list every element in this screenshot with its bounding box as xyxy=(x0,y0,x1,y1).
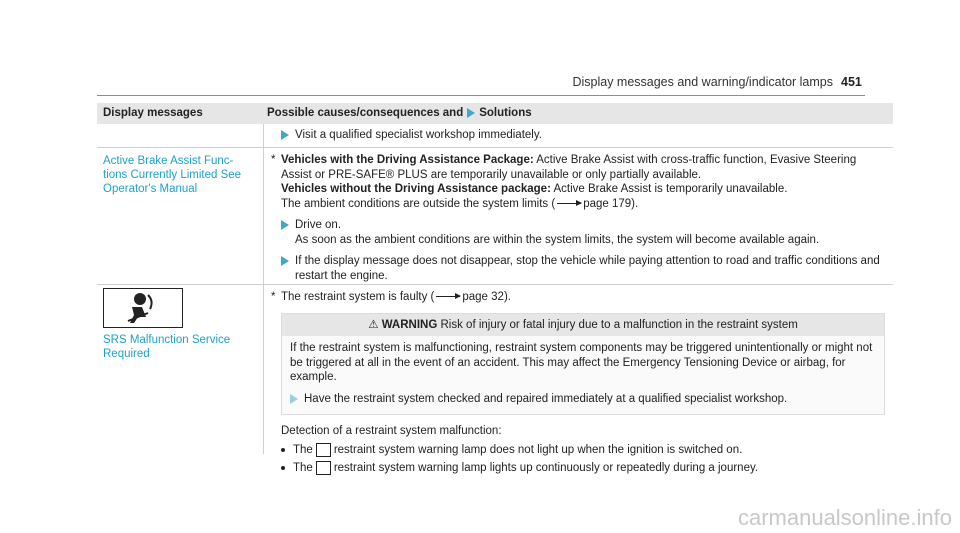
display-message-srs: SRS Malfunction Service Required xyxy=(103,334,231,360)
messages-table xyxy=(97,103,893,475)
bullet-text: restraint system warning lamp does not light up when the ignition is switched on. xyxy=(333,443,743,456)
list-item xyxy=(281,461,885,476)
solution-step xyxy=(290,392,876,407)
solution-arrow-icon xyxy=(290,394,298,404)
airbag-icon xyxy=(103,288,183,328)
solution-arrow-icon xyxy=(281,220,289,230)
cause-bold: Vehicles without the Driving Assistance package: xyxy=(281,183,551,195)
running-header: Display messages and warning/indicator lamps xyxy=(572,75,833,89)
solution-text: If the display message does not disappear, stop the vehicle while paying attention to road and traffic conditions and restart the engine. xyxy=(295,255,880,282)
solution-text: Visit a qualified specialist workshop immediately. xyxy=(295,129,542,141)
warning-triangle-icon: ⚠ xyxy=(368,318,379,331)
page-reference-arrow-icon xyxy=(436,296,460,297)
warning-body: If the restraint system is malfunctioning, restraint system components may be triggered unintentionally or might not be triggered at all in the event of an accident. This may affect the Emergency Tensioning Device or airbag, for example. xyxy=(290,342,873,383)
bullet-text: The xyxy=(293,462,313,475)
header-display-messages: Display messages xyxy=(103,107,203,119)
warning-text: Risk of injury or fatal injury due to a malfunction in the restraint system xyxy=(440,318,798,331)
solution-text: As soon as the ambient conditions are within the system limits, the system will become available again. xyxy=(295,233,820,246)
solution-step xyxy=(281,128,885,143)
table-row xyxy=(97,285,893,475)
table-row xyxy=(97,148,893,285)
watermark: carmanualsonline.info xyxy=(737,505,952,530)
solution-text: Drive on. xyxy=(295,219,342,231)
solution-arrow-icon xyxy=(467,108,475,118)
page-reference-link[interactable]: page 32). xyxy=(462,291,511,303)
bullet-text: restraint system warning lamp lights up continuously or repeatedly during a journey. xyxy=(333,462,759,475)
table-header xyxy=(97,103,893,124)
table-row xyxy=(97,124,893,148)
solution-arrow-icon xyxy=(281,256,289,266)
airbag-lamp-icon xyxy=(316,461,331,475)
cause-paragraph xyxy=(281,153,885,182)
warning-box xyxy=(281,313,885,416)
cause-text: Active Brake Assist with cross-traffic function, Evasive Steering Assist or PRE-SAFE® PLUS are temporarily unavailable or only partially available. xyxy=(281,154,857,181)
solution-step xyxy=(281,254,885,283)
warning-header xyxy=(282,314,884,337)
header-rule xyxy=(97,95,865,96)
footnote-star: * xyxy=(271,291,276,303)
bullet-text: The xyxy=(293,443,313,456)
warning-title: WARNING xyxy=(381,318,438,331)
cause-text: Active Brake Assist is temporarily unavailable. xyxy=(550,183,788,195)
bullet-dot xyxy=(281,466,285,470)
column-divider xyxy=(263,124,264,454)
solution-text: Have the restraint system checked and repaired immediately at a qualified specialist workshop. xyxy=(304,392,788,405)
display-message-abs: Active Brake Assist Func-tions Currently Limited See Operator's Manual xyxy=(103,155,242,195)
page-reference-link[interactable]: page 179). xyxy=(583,197,639,210)
page-reference-arrow-icon xyxy=(557,203,581,204)
cause-paragraph xyxy=(281,290,885,305)
detection-heading: Detection of a restraint system malfunction: xyxy=(281,425,502,437)
solution-step xyxy=(281,218,885,247)
header-causes xyxy=(267,107,532,119)
footnote-star: * xyxy=(271,154,276,166)
cause-text: The ambient conditions are outside the system limits ( xyxy=(281,197,556,210)
header-solutions-text: Solutions xyxy=(479,107,532,119)
header-causes-text: Possible causes/consequences and xyxy=(267,107,464,119)
cause-paragraph xyxy=(281,197,885,212)
cause-text: The restraint system is faulty ( xyxy=(281,291,435,303)
bullet-dot xyxy=(281,448,285,452)
solution-arrow-icon xyxy=(281,130,289,140)
airbag-lamp-icon xyxy=(316,443,331,457)
cause-paragraph xyxy=(281,182,885,197)
cause-bold: Vehicles with the Driving Assistance Package: xyxy=(281,154,534,166)
page-number: 451 xyxy=(841,75,862,89)
list-item xyxy=(281,443,885,458)
